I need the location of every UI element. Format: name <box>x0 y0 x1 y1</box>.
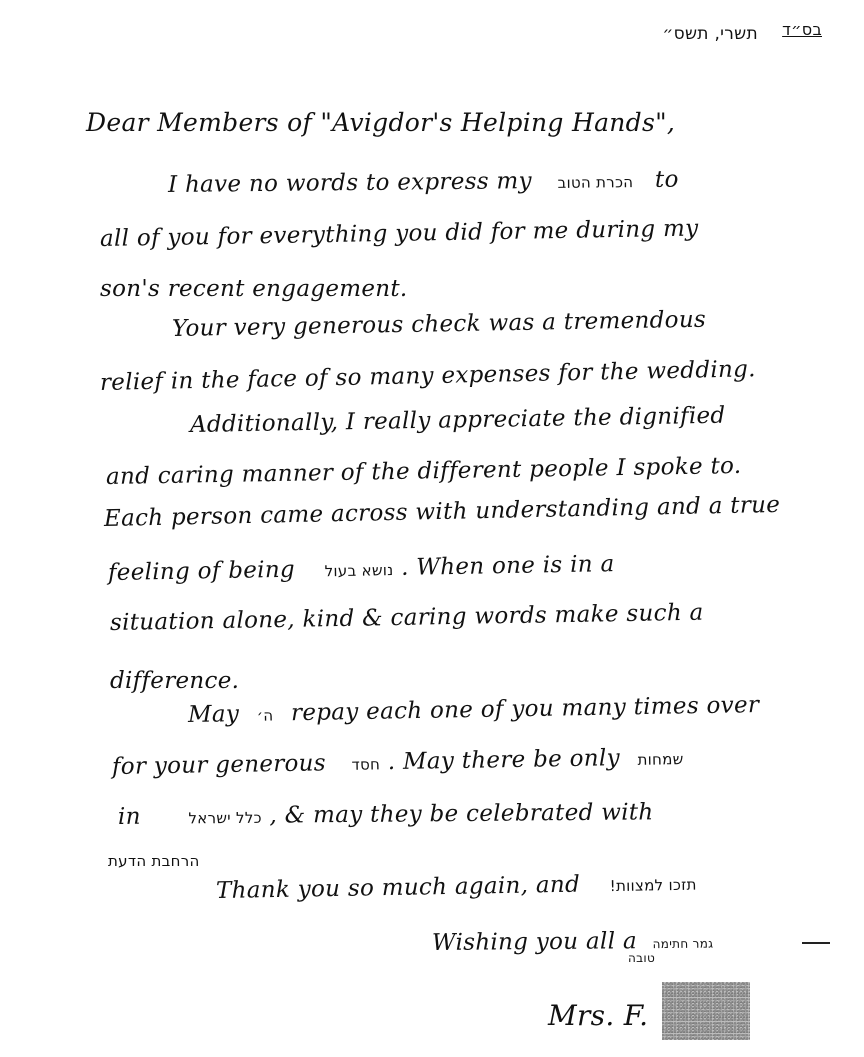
body-text: , & may they be celebrated with <box>269 799 654 829</box>
hebrew-phrase: שמחות <box>637 750 684 769</box>
hebrew-phrase: ה׳ <box>256 706 274 725</box>
body-text: feeling of being <box>107 556 296 586</box>
body-line <box>112 746 684 779</box>
body-line: difference. <box>110 668 240 694</box>
body-line: and caring manner of the different people I spoke to. <box>105 452 742 490</box>
body-text: for your generous <box>111 750 327 780</box>
body-line <box>118 801 654 829</box>
body-text: Thank you so much again, and <box>215 871 581 904</box>
body-text: repay each one of you many times over <box>290 692 760 727</box>
hebrew-phrase: הרחבת <box>151 852 200 870</box>
body-text: May <box>187 701 240 728</box>
dash-line <box>802 942 830 944</box>
body-line <box>167 166 679 198</box>
body-line-hebrew <box>108 854 200 869</box>
hebrew-phrase: הכרת הטוב <box>557 173 634 192</box>
body-text: in <box>117 803 141 830</box>
body-line: Your very generous check was a tremendous <box>171 306 707 342</box>
redacted-stamp <box>662 982 750 1040</box>
body-line: son's recent engagement. <box>100 276 408 302</box>
closing-line <box>432 930 714 955</box>
body-line: Each person came across with understanding and a true <box>103 491 781 532</box>
hebrew-phrase: טובה <box>628 951 656 965</box>
body-text: Wishing you all a <box>431 928 638 956</box>
body-line: all of you for everything you did for me during my <box>99 215 699 252</box>
hebrew-phrase: תזכו למצוות! <box>609 875 697 896</box>
hebrew-phrase: גמר חתימה <box>652 936 714 952</box>
body-line <box>216 872 697 903</box>
signature: Mrs. F. <box>548 999 649 1032</box>
body-line: Additionally, I really appreciate the dignified <box>189 402 726 438</box>
body-text: I have no words to express my <box>167 168 533 198</box>
body-text: . May there be only <box>387 745 621 776</box>
salutation: Dear Members of "Avigdor's Helping Hands", <box>86 108 676 137</box>
hebrew-phrase: כלל ישראל <box>188 808 262 828</box>
body-text: to <box>654 166 679 193</box>
body-line <box>108 553 615 585</box>
bsd-header: בס״ד <box>782 20 822 39</box>
body-line: situation alone, kind & caring words make such a <box>109 599 704 636</box>
body-line <box>188 694 760 727</box>
hebrew-phrase: חסד <box>351 755 381 774</box>
letter-date: תשרי, תשס״ <box>662 24 758 44</box>
body-line: relief in the face of so many expenses for the wedding. <box>99 356 756 396</box>
body-text: . When one is in a <box>400 551 615 581</box>
hebrew-phrase: נושא בעול <box>324 561 394 581</box>
hebrew-phrase: הדעת <box>108 852 147 870</box>
